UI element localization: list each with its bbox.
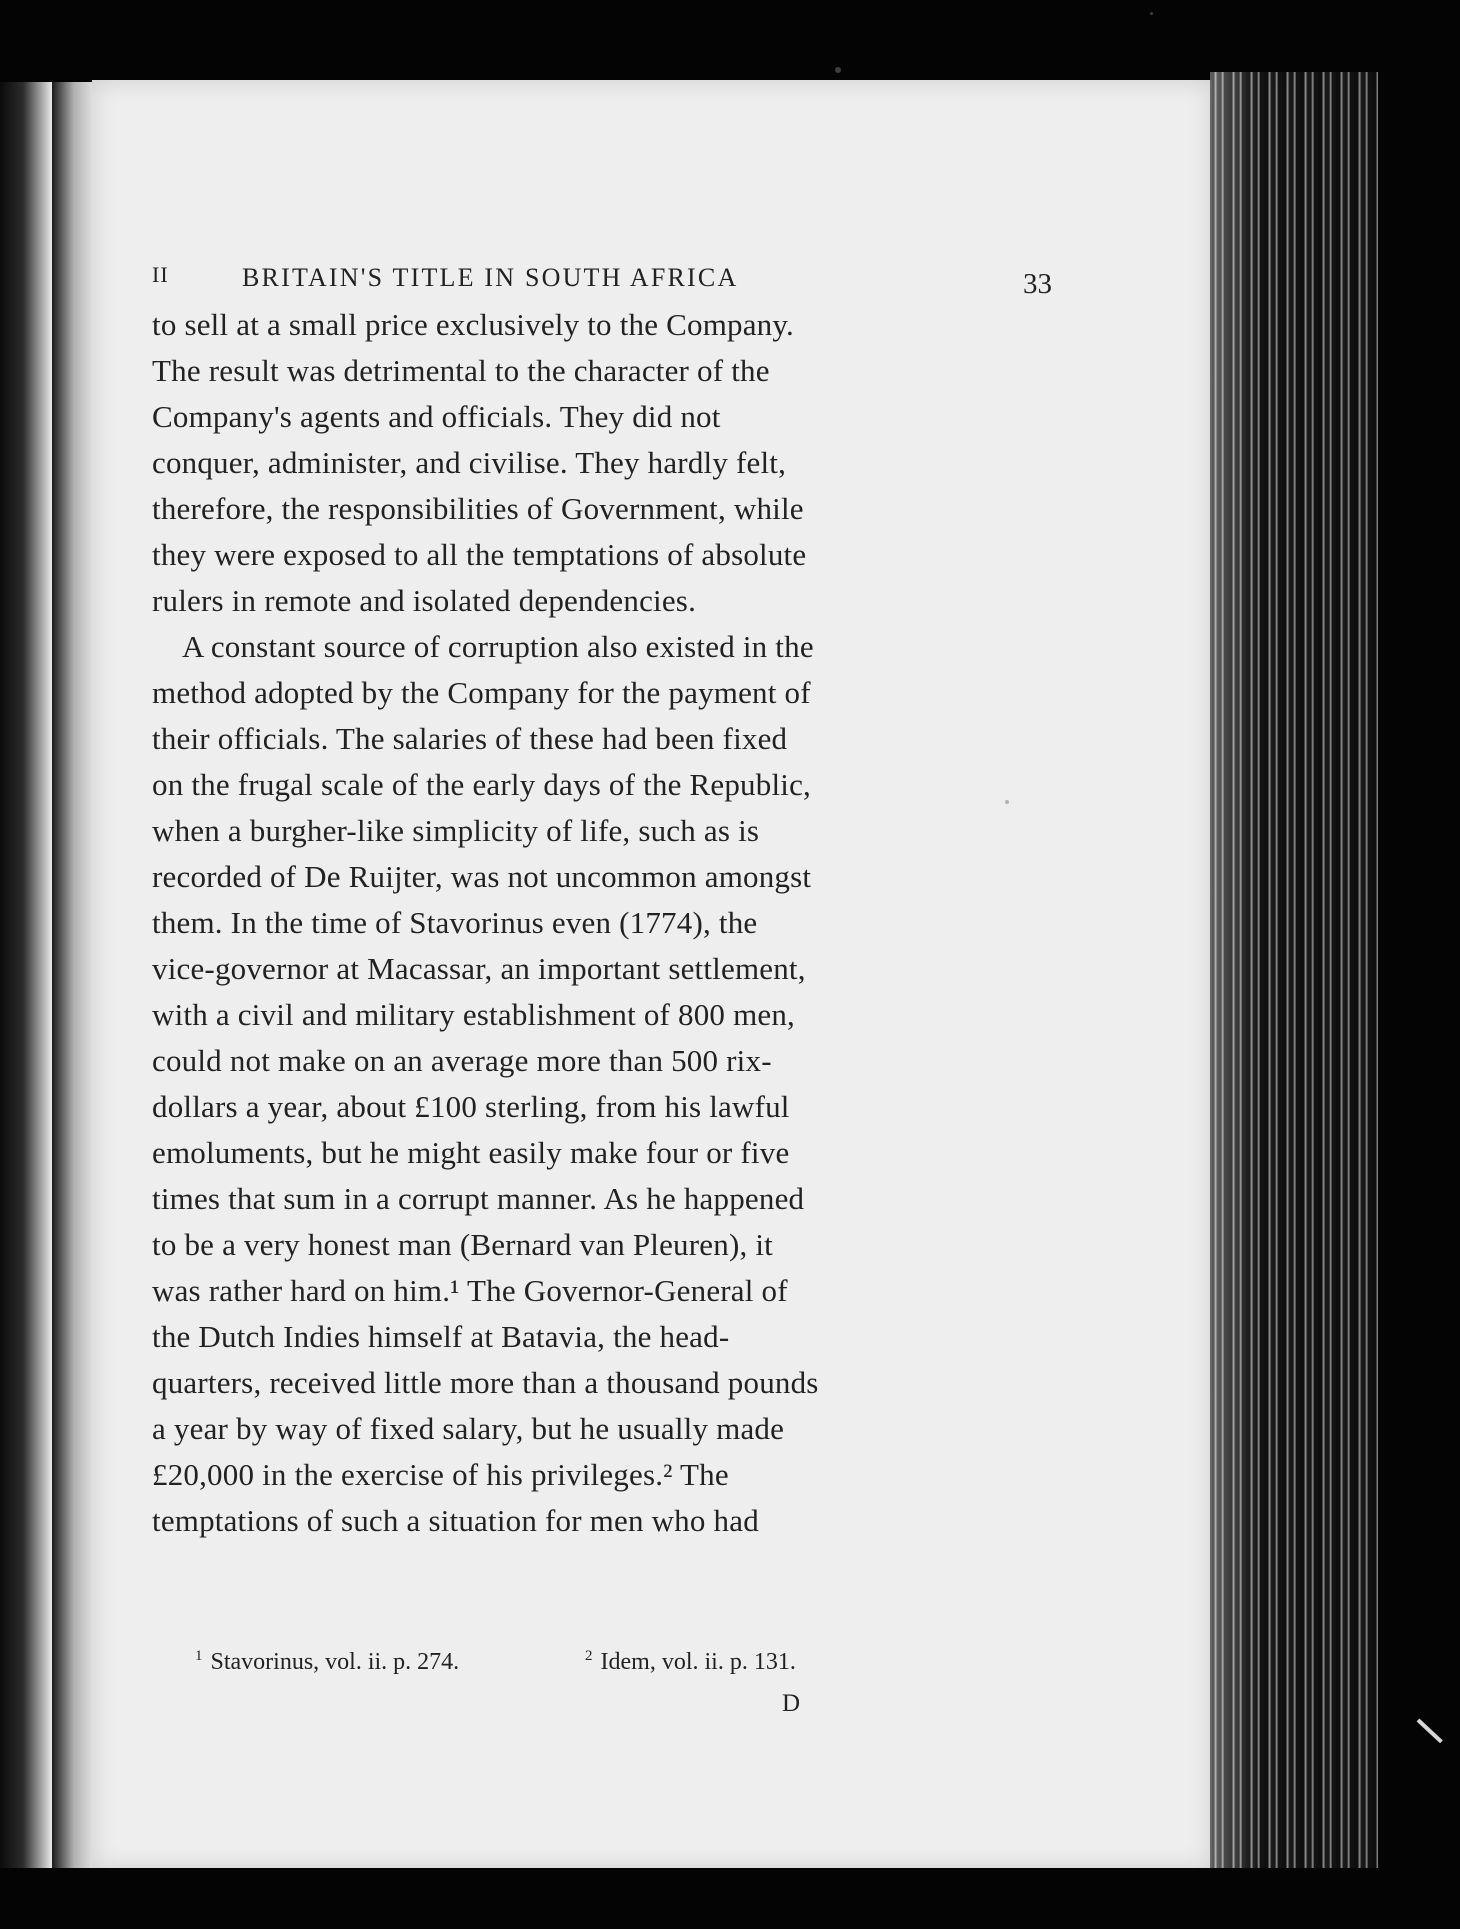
body-line: a year by way of fixed salary, but he usually made — [152, 1411, 785, 1446]
chapter-number: II — [152, 262, 169, 287]
footnote-marker: 2 — [585, 1648, 593, 1664]
running-title: BRITAIN'S TITLE IN SOUTH AFRICA — [242, 263, 739, 292]
dust-speck — [835, 67, 841, 73]
running-head — [152, 250, 1052, 298]
scan-background-bottom — [0, 1868, 1460, 1929]
body-line: emoluments, but he might easily make four or five — [152, 1135, 790, 1170]
dust-speck — [1150, 12, 1153, 15]
book-page — [92, 80, 1212, 1870]
body-line: The result was detrimental to the character of the — [152, 353, 770, 388]
body-line: £20,000 in the exercise of his privileges.² The — [152, 1457, 729, 1492]
page-fore-edge-shading — [1210, 72, 1380, 1882]
body-line: temptations of such a situation for men who had — [152, 1503, 759, 1538]
signature-mark: D — [782, 1690, 802, 1717]
body-line: dollars a year, about £100 sterling, from his lawful — [152, 1089, 790, 1124]
body-line: method adopted by the Company for the payment of — [152, 675, 811, 710]
body-line: the Dutch Indies himself at Batavia, the head- — [152, 1319, 730, 1354]
body-line: to sell at a small price exclusively to the Company. — [152, 307, 795, 342]
footnotes — [195, 1640, 955, 1684]
body-line: could not make on an average more than 500 rix- — [152, 1043, 772, 1078]
body-line: recorded of De Ruijter, was not uncommon amongst — [152, 859, 812, 894]
dust-speck — [1005, 800, 1009, 804]
book-gutter — [52, 80, 96, 1870]
page-number: 33 — [1023, 268, 1052, 300]
scan-background-right — [1378, 0, 1460, 1929]
body-line: when a burgher-like simplicity of life, such as is — [152, 813, 760, 848]
body-line: therefore, the responsibilities of Government, while — [152, 491, 804, 526]
body-line: them. In the time of Stavorinus even (1774), the — [152, 905, 758, 940]
paragraph-start-line: A constant source of corruption also existed in the — [182, 629, 814, 664]
body-line: vice-governor at Macassar, an important settlement, — [152, 951, 806, 986]
body-line: they were exposed to all the temptations of absolute — [152, 537, 807, 572]
body-line: conquer, administer, and civilise. They hardly felt, — [152, 445, 787, 480]
page-content — [92, 80, 1212, 1870]
footnote-marker: 1 — [195, 1648, 203, 1664]
body-line: was rather hard on him.¹ The Governor-General of — [152, 1273, 788, 1308]
body-text — [152, 302, 952, 1544]
body-line: rulers in remote and isolated dependencies. — [152, 583, 697, 618]
body-line: Company's agents and officials. They did not — [152, 399, 721, 434]
body-line: on the frugal scale of the early days of the Republic, — [152, 767, 811, 802]
body-line: quarters, received little more than a thousand pounds — [152, 1365, 819, 1400]
body-line: to be a very honest man (Bernard van Pleuren), it — [152, 1227, 773, 1262]
footnote — [195, 1640, 459, 1678]
footnote — [585, 1640, 796, 1678]
body-line: with a civil and military establishment of 800 men, — [152, 997, 795, 1032]
footnote-text: Stavorinus, vol. ii. p. 274. — [210, 1649, 460, 1675]
body-line: their officials. The salaries of these had been fixed — [152, 721, 788, 756]
body-line: times that sum in a corrupt manner. As he happened — [152, 1181, 805, 1216]
footnote-text: Idem, vol. ii. p. 131. — [600, 1649, 796, 1675]
